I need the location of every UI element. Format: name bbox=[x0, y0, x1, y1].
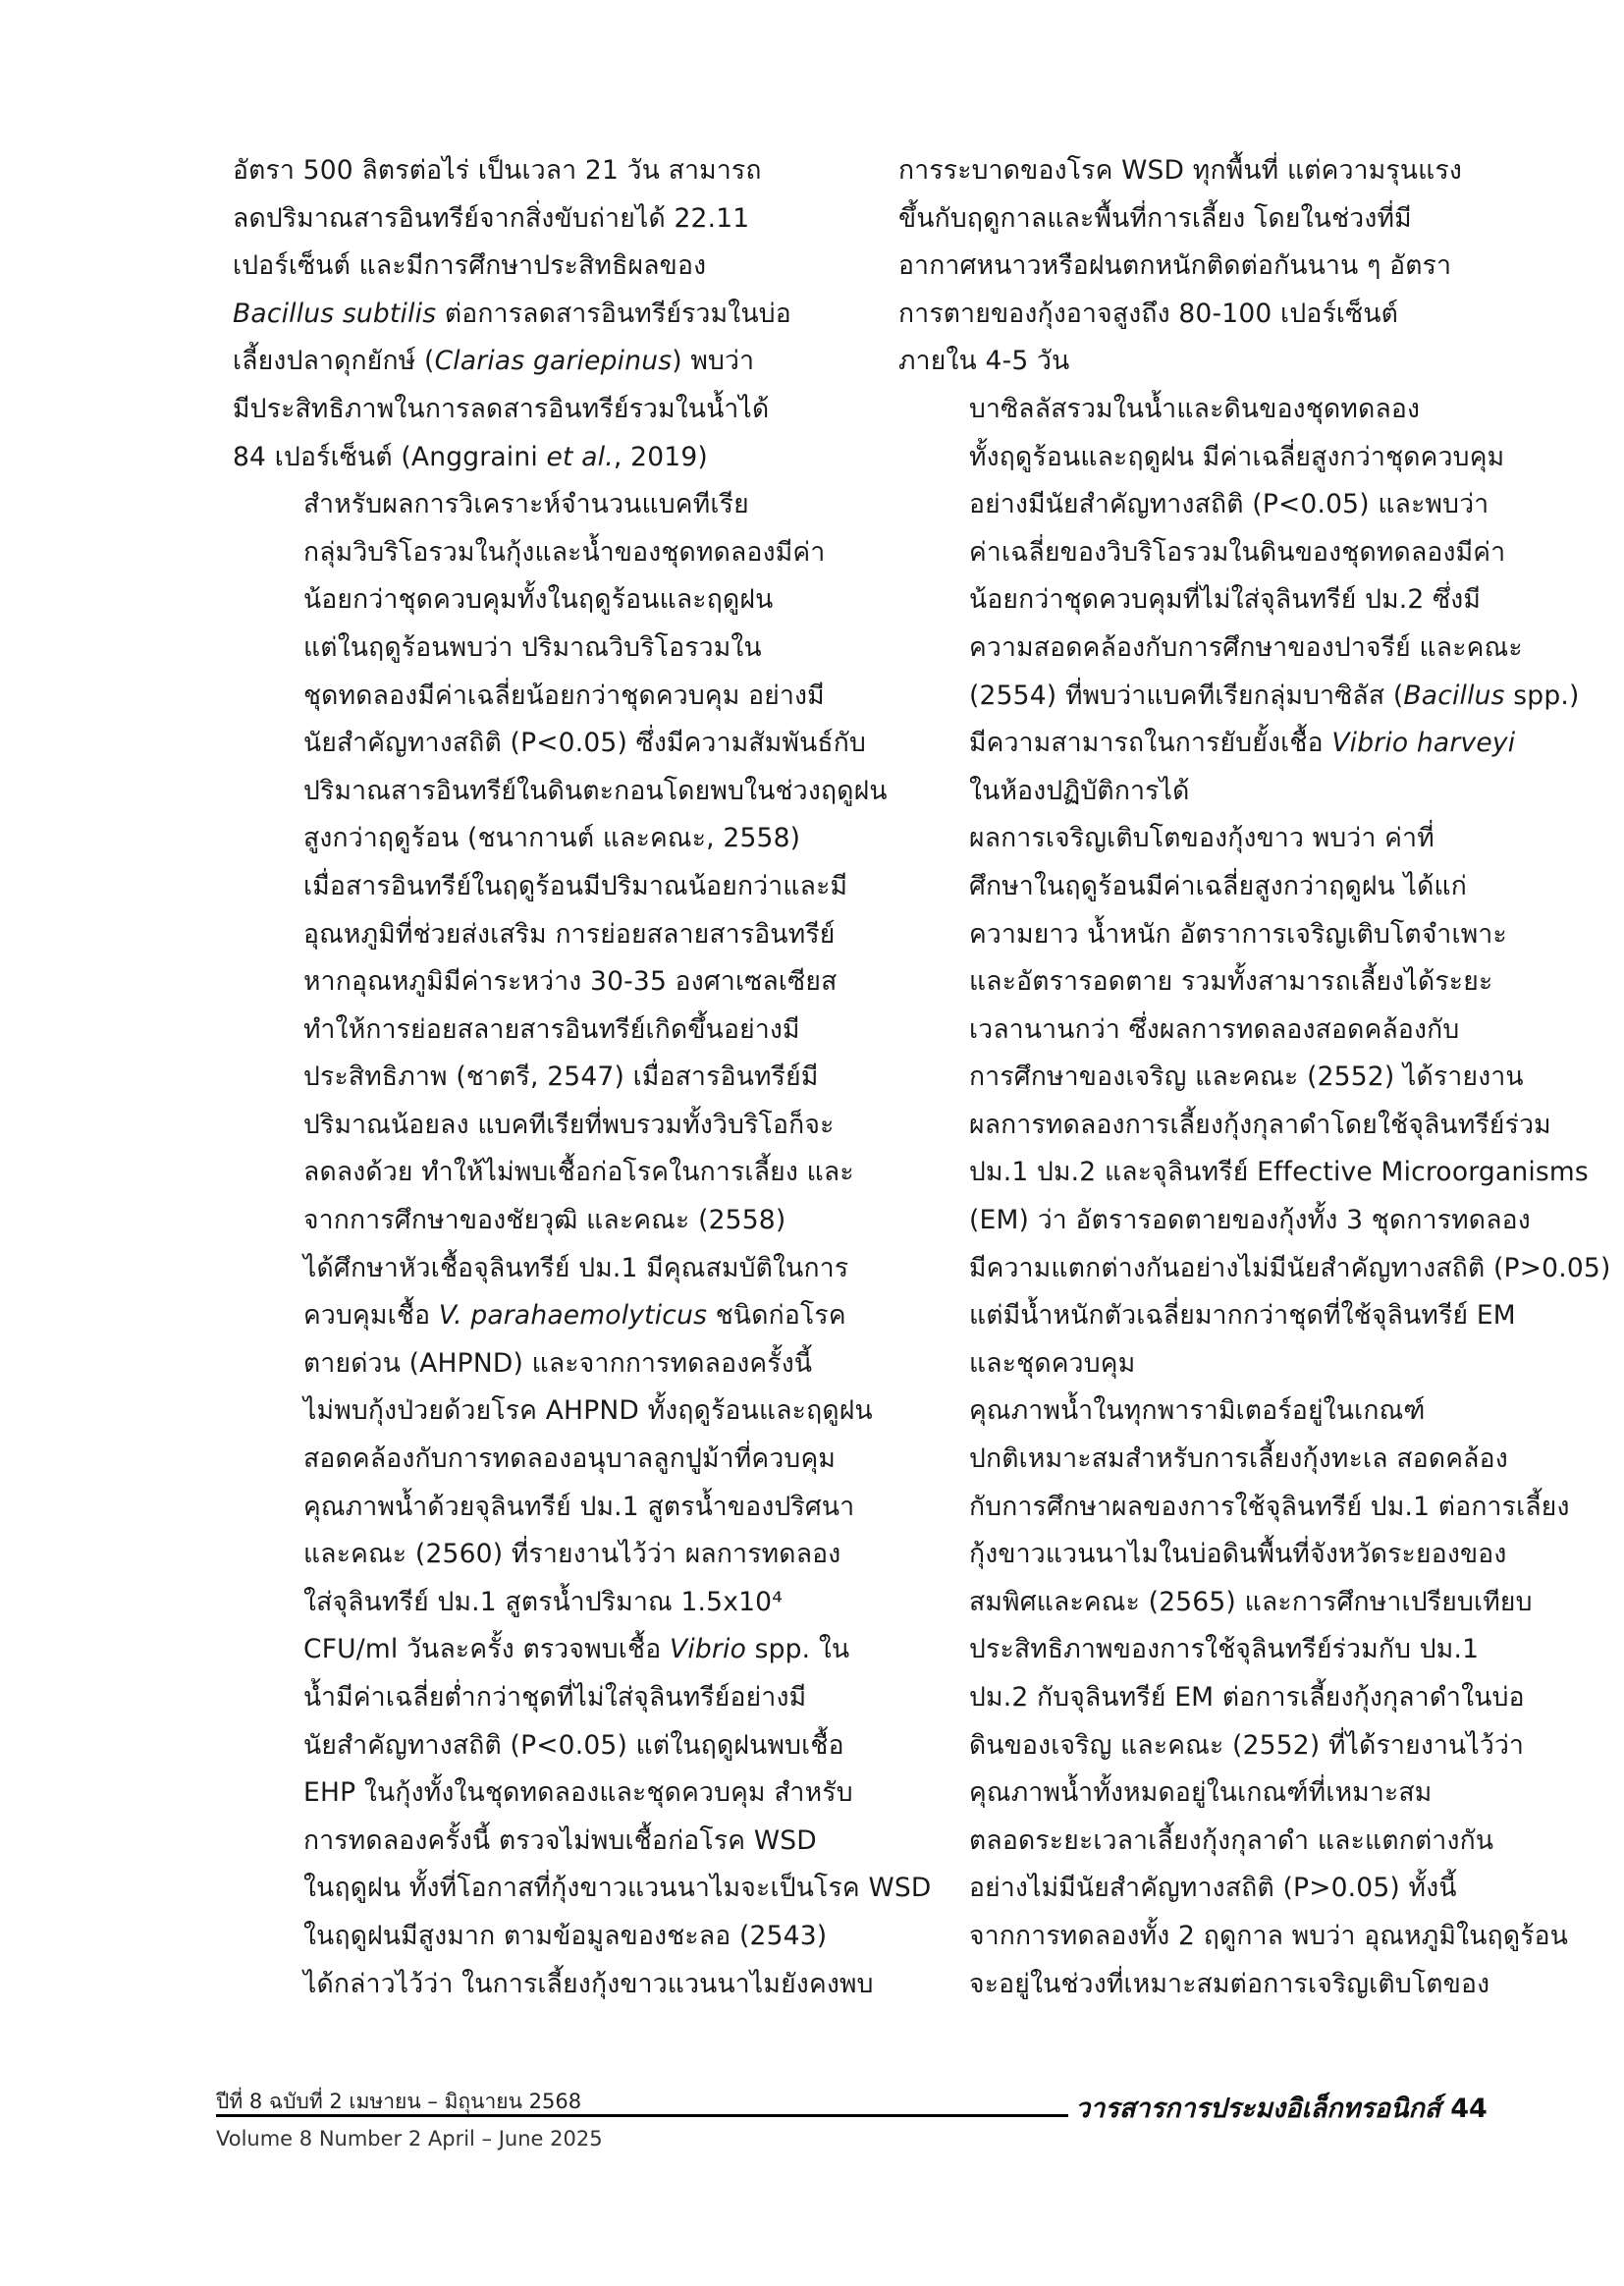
text-line: ปกติเหมาะสมสำหรับการเลี้ยงกุ้งทะเล สอดคล้อง bbox=[969, 1443, 1508, 1475]
text-line: นัยสำคัญทางสถิติ (P<0.05) ซึ่งมีความสัมพันธ์กับ bbox=[303, 728, 867, 759]
text-line: นัยสำคัญทางสถิติ (P<0.05) แต่ในฤดูฝนพบเชื้อ bbox=[303, 1729, 844, 1761]
text-line: สมพิศและคณะ (2565) และการศึกษาเปรียบเทียบ bbox=[969, 1586, 1533, 1617]
text-line: ปริมาณน้อยลง แบคทีเรียที่พบรวมทั้งวิบริโอก็จะ bbox=[303, 1109, 835, 1140]
text-line: การตายของกุ้งอาจสูงถึง 80-100 เปอร์เซ็นต์ bbox=[898, 298, 1399, 329]
text-line: EHP ในกุ้งทั้งในชุดทดลองและชุดควบคุม สำหรับ bbox=[303, 1777, 853, 1809]
text-line: ศึกษาในฤดูร้อนมีค่าเฉลี่ยสูงกว่าฤดูฝน ได้แก่ bbox=[969, 870, 1468, 901]
text-line: เลี้ยงปลาดุกยักษ์ (Clarias gariepinus) พบว่า bbox=[233, 346, 755, 377]
text-line: จากการศึกษาของชัยวุฒิ และคณะ (2558) bbox=[303, 1205, 786, 1236]
text-line: หากอุณหภูมิมีค่าระหว่าง 30-35 องศาเซลเซียส bbox=[303, 966, 838, 998]
text-line: มีความสามารถในการยับยั้งเชื้อ Vibrio harveyi bbox=[969, 728, 1516, 759]
text-line: ปริมาณสารอินทรีย์ในดินตะกอนโดยพบในช่วงฤดูฝน bbox=[303, 775, 888, 806]
text-line: ในฤดูฝนมีสูงมาก ตามข้อมูลของชะลอ (2543) bbox=[303, 1920, 828, 1951]
text-line: ตลอดระยะเวลาเลี้ยงกุ้งกุลาดำ และแตกต่างกัน bbox=[969, 1824, 1494, 1856]
text-line: ลดลงด้วย ทำให้ไม่พบเชื้อก่อโรคในการเลี้ยง และ bbox=[303, 1157, 854, 1188]
text-line: น้อยกว่าชุดควบคุมที่ไม่ใส่จุลินทรีย์ ปม.2 ซึ่งมี bbox=[969, 584, 1482, 616]
text-line: มีความแตกต่างกันอย่างไม่มีนัยสำคัญทางสถิติ (P>0.05) bbox=[969, 1252, 1611, 1283]
text-line: และชุดควบคุม bbox=[969, 1347, 1136, 1379]
right-column bbox=[898, 147, 1611, 2008]
text-line: ทั้งฤดูร้อนและฤดูฝน มีค่าเฉลี่ยสูงกว่าชุดควบคุม bbox=[969, 441, 1505, 472]
paragraph bbox=[898, 815, 1611, 1388]
issue-info-english: Volume 8 Number 2 April – June 2025 bbox=[216, 2127, 603, 2150]
text-line: 84 เปอร์เซ็นต์ (Anggraini et al., 2019) bbox=[233, 441, 708, 472]
text-line: กลุ่มวิบริโอรวมในกุ้งและน้ำของชุดทดลองมีค่า bbox=[303, 536, 826, 568]
text-line: เมื่อสารอินทรีย์ในฤดูร้อนมีปริมาณน้อยกว่าและมี bbox=[303, 870, 848, 901]
text-line: ขึ้นกับฤดูกาลและพื้นที่การเลี้ยง โดยในช่วงที่มี bbox=[898, 202, 1412, 234]
text-line: สอดคล้องกับการทดลองอนุบาลลูกปูม้าที่ควบคุม bbox=[303, 1443, 837, 1475]
text-line: คุณภาพน้ำด้วยจุลินทรีย์ ปม.1 สูตรน้ำของปริศนา bbox=[303, 1491, 855, 1522]
text-line: ชุดทดลองมีค่าเฉลี่ยน้อยกว่าชุดควบคุม อย่างมี bbox=[303, 680, 825, 711]
text-line: แต่ในฤดูร้อนพบว่า ปริมาณวิบริโอรวมใน bbox=[303, 631, 762, 663]
text-line: จะอยู่ในช่วงที่เหมาะสมต่อการเจริญเติบโตของ bbox=[969, 1968, 1490, 1999]
text-line: คุณภาพน้ำในทุกพารามิเตอร์อยู่ในเกณฑ์ bbox=[969, 1395, 1426, 1427]
text-line: (EM) ว่า อัตรารอดตายของกุ้งทั้ง 3 ชุดการทดลอง bbox=[969, 1205, 1531, 1236]
journal-name: วารสารการประมงอิเล็กทรอนิกส์ bbox=[1075, 2094, 1441, 2124]
paragraph bbox=[233, 147, 814, 481]
text-line: ใส่จุลินทรีย์ ปม.1 สูตรน้ำปริมาณ 1.5x10⁴ bbox=[303, 1586, 784, 1617]
text-line: CFU/ml วันละครั้ง ตรวจพบเชื้อ Vibrio spp. ใน bbox=[303, 1634, 850, 1665]
text-line: ตายด่วน (AHPND) และจากการทดลองครั้งนี้ bbox=[303, 1347, 813, 1379]
journal-title bbox=[1075, 2087, 1488, 2129]
text-line: กับการศึกษาผลของการใช้จุลินทรีย์ ปม.1 ต่อการเลี้ยง bbox=[969, 1491, 1570, 1522]
text-line: ประสิทธิภาพ (ชาตรี, 2547) เมื่อสารอินทรีย์มี bbox=[303, 1061, 819, 1093]
text-line: การศึกษาของเจริญ และคณะ (2552) ได้รายงาน bbox=[969, 1061, 1524, 1093]
text-line: ความสอดคล้องกับการศึกษาของปาจรีย์ และคณะ bbox=[969, 631, 1523, 663]
page-number: 44 bbox=[1450, 2094, 1488, 2124]
text-line: คุณภาพน้ำทั้งหมดอยู่ในเกณฑ์ที่เหมาะสม bbox=[969, 1777, 1433, 1809]
paragraph bbox=[898, 147, 1480, 386]
text-line: สำหรับผลการวิเคราะห์จำนวนแบคทีเรีย bbox=[303, 489, 749, 520]
text-line: ปม.2 กับจุลินทรีย์ EM ต่อการเลี้ยงกุ้งกุลาดำในบ่อ bbox=[969, 1682, 1525, 1713]
text-line: มีประสิทธิภาพในการลดสารอินทรีย์รวมในน้ำได้ bbox=[233, 393, 770, 424]
text-line: ควบคุมเชื้อ V. parahaemolyticus ชนิดก่อโรค bbox=[303, 1300, 846, 1332]
text-line: ได้ศึกษาหัวเชื้อจุลินทรีย์ ปม.1 มีคุณสมบัติในการ bbox=[303, 1252, 849, 1283]
footer-rule bbox=[216, 2114, 1068, 2117]
text-line: ในห้องปฏิบัติการได้ bbox=[969, 775, 1190, 806]
paragraph bbox=[898, 386, 1580, 815]
text-line: อากาศหนาวหรือฝนตกหนักติดต่อกันนาน ๆ อัตรา bbox=[898, 250, 1452, 282]
text-line: กุ้งขาวแวนนาไมในบ่อดินพื้นที่จังหวัดระยองของ bbox=[969, 1539, 1507, 1570]
text-line: สูงกว่าฤดูร้อน (ชนากานต์ และคณะ, 2558) bbox=[303, 823, 801, 854]
text-line: เวลานานกว่า ซึ่งผลการทดลองสอดคล้องกับ bbox=[969, 1013, 1460, 1045]
text-line: ทำให้การย่อยสลายสารอินทรีย์เกิดขึ้นอย่างมี bbox=[303, 1013, 800, 1045]
left-column bbox=[233, 147, 932, 2008]
text-line: ลดปริมาณสารอินทรีย์จากสิ่งขับถ่ายได้ 22.11 bbox=[233, 202, 750, 234]
text-line: ดินของเจริญ และคณะ (2552) ที่ได้รายงานไว้ว่า bbox=[969, 1729, 1525, 1761]
text-line: อัตรา 500 ลิตรต่อไร่ เป็นเวลา 21 วัน สามารถ bbox=[233, 155, 762, 186]
text-line: อย่างมีนัยสำคัญทางสถิติ (P<0.05) และพบว่า bbox=[969, 489, 1489, 520]
text-line: ปม.1 ปม.2 และจุลินทรีย์ Effective Microorganisms bbox=[969, 1157, 1589, 1188]
text-line: ความยาว น้ำหนัก อัตราการเจริญเติบโตจำเพาะ bbox=[969, 918, 1507, 950]
text-line: จากการทดลองทั้ง 2 ฤดูกาล พบว่า อุณหภูมิในฤดูร้อน bbox=[969, 1920, 1569, 1951]
text-line: และคณะ (2560) ที่รายงานไว้ว่า ผลการทดลอง bbox=[303, 1539, 841, 1570]
paragraph bbox=[898, 1388, 1570, 2008]
text-line: บาซิลลัสรวมในน้ำและดินของชุดทดลอง bbox=[969, 393, 1421, 424]
text-line: ไม่พบกุ้งป่วยด้วยโรค AHPND ทั้งฤดูร้อนและฤดูฝน bbox=[303, 1395, 873, 1427]
text-line: น้อยกว่าชุดควบคุมทั้งในฤดูร้อนและฤดูฝน bbox=[303, 584, 774, 616]
text-line: การระบาดของโรค WSD ทุกพื้นที่ แต่ความรุนแรง bbox=[898, 155, 1463, 186]
text-line: และอัตรารอดตาย รวมทั้งสามารถเลี้ยงได้ระยะ bbox=[969, 966, 1493, 998]
text-line: ภายใน 4-5 วัน bbox=[898, 346, 1070, 377]
text-line: (2554) ที่พบว่าแบคทีเรียกลุ่มบาซิลัส (Bacillus spp.) bbox=[969, 680, 1580, 711]
text-line: การทดลองครั้งนี้ ตรวจไม่พบเชื้อก่อโรค WSD bbox=[303, 1824, 817, 1856]
text-line: ผลการทดลองการเลี้ยงกุ้งกุลาดำโดยใช้จุลินทรีย์ร่วม bbox=[969, 1109, 1551, 1140]
text-line: ในฤดูฝน ทั้งที่โอกาสที่กุ้งขาวแวนนาไมจะเป็นโรค WSD bbox=[303, 1873, 932, 1904]
text-line: แต่มีน้ำหนักตัวเฉลี่ยมากกว่าชุดที่ใช้จุลินทรีย์ EM bbox=[969, 1300, 1516, 1332]
text-line: Bacillus subtilis ต่อการลดสารอินทรีย์รวมในบ่อ bbox=[233, 298, 791, 329]
text-line: ประสิทธิภาพของการใช้จุลินทรีย์ร่วมกับ ปม.1 bbox=[969, 1634, 1480, 1665]
text-line: อย่างไม่มีนัยสำคัญทางสถิติ (P>0.05) ทั้งนี้ bbox=[969, 1873, 1457, 1904]
text-line: อุณหภูมิที่ช่วยส่งเสริม การย่อยสลายสารอินทรีย์ bbox=[303, 918, 836, 950]
issue-info-thai: ปีที่ 8 ฉบับที่ 2 เมษายน – มิถุนายน 2568 bbox=[216, 2090, 582, 2113]
text-line: ได้กล่าวไว้ว่า ในการเลี้ยงกุ้งขาวแวนนาไมยังคงพบ bbox=[303, 1968, 874, 1999]
text-line: ค่าเฉลี่ยของวิบริโอรวมในดินของชุดทดลองมีค่า bbox=[969, 536, 1506, 568]
text-line: ผลการเจริญเติบโตของกุ้งขาว พบว่า ค่าที่ bbox=[969, 823, 1435, 854]
text-line: เปอร์เซ็นต์ และมีการศึกษาประสิทธิผลของ bbox=[233, 250, 707, 282]
text-line: น้ำมีค่าเฉลี่ยต่ำกว่าชุดที่ไม่ใส่จุลินทรีย์อย่างมี bbox=[303, 1682, 807, 1713]
paragraph bbox=[233, 481, 932, 2008]
